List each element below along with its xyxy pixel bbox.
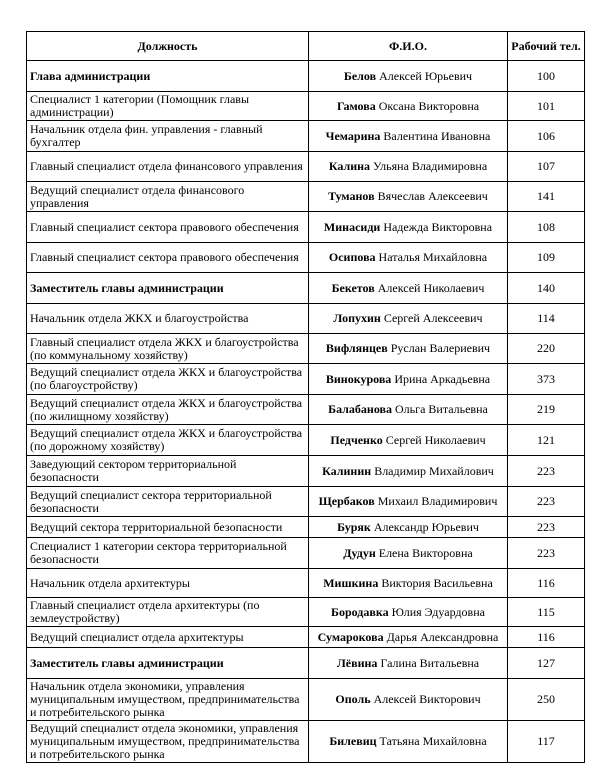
table-row: [27, 721, 585, 763]
surname: Щербаков: [318, 494, 375, 508]
phone-cell: 121: [508, 425, 585, 456]
phone-cell: 141: [508, 182, 585, 212]
position-cell: Начальник отдела архитектуры: [27, 569, 309, 598]
fio-cell: [309, 598, 508, 627]
surname: Лёвина: [336, 655, 378, 670]
given-names: Руслан Валериевич: [390, 341, 491, 355]
header-phone: Рабочий тел.: [508, 32, 585, 61]
table-row: [27, 648, 585, 679]
given-names: Ирина Аркадьевна: [394, 371, 491, 386]
phone-cell: 115: [508, 598, 585, 627]
phone-cell: 140: [508, 273, 585, 304]
phone-cell: 223: [508, 517, 585, 538]
given-names: Владимир Михайлович: [374, 463, 494, 478]
table-row: [27, 395, 585, 425]
fio-cell: [309, 648, 508, 679]
fio-cell: [309, 721, 508, 763]
given-names: Валентина Ивановна: [383, 128, 491, 143]
position-cell: Заместитель главы администрации: [27, 648, 309, 679]
given-names: Сергей Николаевич: [385, 432, 486, 447]
table-row: [27, 182, 585, 212]
table-row: [27, 538, 585, 569]
phone-cell: 100: [508, 61, 585, 92]
phone-cell: 223: [508, 456, 585, 487]
phone-cell: 220: [508, 334, 585, 364]
table-row: [27, 456, 585, 487]
surname: Бородавка: [331, 604, 389, 619]
given-names: Оксана Викторовна: [378, 98, 480, 113]
table-row: [27, 304, 585, 334]
table-row: [27, 598, 585, 627]
fio-cell: [309, 395, 508, 425]
table-row: [27, 627, 585, 648]
given-names: Дарья Александровна: [386, 629, 499, 644]
given-names: Галина Витальевна: [380, 655, 480, 670]
surname: Сумарокова: [317, 629, 384, 644]
position-cell: Ведущий специалист сектора территориальной безопасности: [27, 487, 309, 517]
given-names: Александр Юрьевич: [373, 519, 479, 534]
phone-cell: 107: [508, 152, 585, 182]
surname: Педченко: [330, 432, 383, 447]
phone-cell: 373: [508, 364, 585, 395]
fio-cell: [309, 152, 508, 182]
position-cell: Ведущий специалист отдела ЖКХ и благоустройства (по благоустройству): [27, 364, 309, 395]
fio-cell: [309, 121, 508, 152]
position-cell: Начальник отдела фин. управления - главный бухгалтер: [27, 121, 309, 152]
phone-cell: 250: [508, 679, 585, 721]
position-cell: Заведующий сектором территориальной безопасности: [27, 456, 309, 487]
surname: Мишкина: [323, 575, 379, 590]
fio-cell: [309, 364, 508, 395]
given-names: Татьяна Михайловна: [379, 734, 487, 748]
surname: Лопухин: [333, 311, 381, 325]
phone-cell: 108: [508, 212, 585, 243]
phone-cell: 116: [508, 569, 585, 598]
surname: Бекетов: [331, 280, 375, 295]
surname: Балабанова: [328, 402, 393, 416]
given-names: Елена Викторовна: [378, 545, 473, 560]
surname: Минасиди: [323, 219, 381, 234]
surname: Билевиц: [329, 734, 377, 748]
position-cell: Главный специалист сектора правового обеспечения: [27, 243, 309, 273]
table-row: [27, 517, 585, 538]
surname: Осипова: [328, 250, 376, 264]
surname: Дудун: [343, 545, 376, 560]
phone-cell: 223: [508, 487, 585, 517]
header-position: Должность: [27, 32, 309, 61]
given-names: Наталья Михайловна: [378, 250, 488, 264]
surname: Буряк: [337, 519, 371, 534]
given-names: Алексей Николаевич: [377, 280, 485, 295]
position-cell: Главный специалист сектора правового обеспечения: [27, 212, 309, 243]
phone-cell: 116: [508, 627, 585, 648]
phone-cell: 223: [508, 538, 585, 569]
table-row: [27, 425, 585, 456]
surname: Калина: [328, 159, 371, 173]
phone-cell: 109: [508, 243, 585, 273]
surname: Винокурова: [325, 371, 392, 386]
phone-cell: 101: [508, 92, 585, 121]
surname: Калинин: [322, 463, 372, 478]
table-row: [27, 569, 585, 598]
given-names: Виктория Васильевна: [381, 575, 493, 590]
fio-cell: [309, 627, 508, 648]
table-row: [27, 679, 585, 721]
table-row: [27, 364, 585, 395]
fio-cell: [309, 456, 508, 487]
surname: Гамова: [336, 98, 376, 113]
phone-cell: 127: [508, 648, 585, 679]
given-names: Алексей Викторович: [373, 692, 481, 706]
fio-cell: [309, 487, 508, 517]
table-row: [27, 152, 585, 182]
fio-cell: [309, 182, 508, 212]
surname: Чемарина: [325, 128, 381, 143]
phone-cell: 219: [508, 395, 585, 425]
position-cell: Главный специалист отдела ЖКХ и благоустройства (по коммунальному хозяйству): [27, 334, 309, 364]
position-cell: Глава администрации: [27, 61, 309, 92]
table-row: [27, 334, 585, 364]
position-cell: Специалист 1 категории (Помощник главы администрации): [27, 92, 309, 121]
fio-cell: [309, 304, 508, 334]
fio-cell: [309, 425, 508, 456]
fio-cell: [309, 538, 508, 569]
header-fio: Ф.И.О.: [309, 32, 508, 61]
position-cell: Главный специалист отдела архитектуры (по землеустройству): [27, 598, 309, 627]
fio-cell: [309, 243, 508, 273]
table-row: [27, 487, 585, 517]
table-row: [27, 61, 585, 92]
fio-cell: [309, 679, 508, 721]
position-cell: Ведущий специалист отдела ЖКХ и благоустройства (по дорожному хозяйству): [27, 425, 309, 456]
table-row: [27, 273, 585, 304]
position-cell: Начальник отдела ЖКХ и благоустройства: [27, 304, 309, 334]
position-cell: Начальник отдела экономики, управления муниципальным имуществом, предпринимательства и потребительского рынка: [27, 679, 309, 721]
given-names: Алексей Юрьевич: [379, 68, 473, 83]
position-cell: Ведущий специалист отдела экономики, управления муниципальным имуществом, предпринимательства и потребительского рынка: [27, 721, 309, 763]
fio-cell: [309, 212, 508, 243]
fio-cell: [309, 92, 508, 121]
table-row: [27, 243, 585, 273]
surname: Белов: [343, 68, 377, 83]
surname: Вифлянцев: [325, 341, 388, 355]
given-names: Надежда Викторовна: [383, 219, 493, 234]
given-names: Михаил Владимирович: [377, 494, 498, 508]
position-cell: Главный специалист отдела финансового управления: [27, 152, 309, 182]
fio-cell: [309, 334, 508, 364]
position-cell: Ведущий специалист отдела финансового управления: [27, 182, 309, 212]
position-cell: Ведущий специалист отдела ЖКХ и благоустройства (по жилищному хозяйству): [27, 395, 309, 425]
position-cell: Заместитель главы администрации: [27, 273, 309, 304]
phone-cell: 114: [508, 304, 585, 334]
given-names: Сергей Алексеевич: [383, 311, 483, 325]
fio-cell: [309, 569, 508, 598]
surname: Туманов: [328, 189, 375, 203]
header-row: [27, 32, 585, 61]
table-row: [27, 212, 585, 243]
given-names: Вячеслав Алексеевич: [377, 189, 488, 203]
given-names: Ольга Витальевна: [395, 402, 488, 416]
fio-cell: [309, 517, 508, 538]
table-row: [27, 121, 585, 152]
given-names: Юлия Эдуардовна: [391, 604, 485, 619]
phone-directory-table: [26, 31, 585, 763]
position-cell: Ведущий специалист отдела архитектуры: [27, 627, 309, 648]
table-row: [27, 92, 585, 121]
phone-cell: 106: [508, 121, 585, 152]
given-names: Ульяна Владимировна: [373, 159, 488, 173]
position-cell: Специалист 1 категории сектора территориальной безопасности: [27, 538, 309, 569]
surname: Ополь: [335, 692, 371, 706]
phone-cell: 117: [508, 721, 585, 763]
position-cell: Ведущий сектора территориальной безопасности: [27, 517, 309, 538]
fio-cell: [309, 61, 508, 92]
fio-cell: [309, 273, 508, 304]
